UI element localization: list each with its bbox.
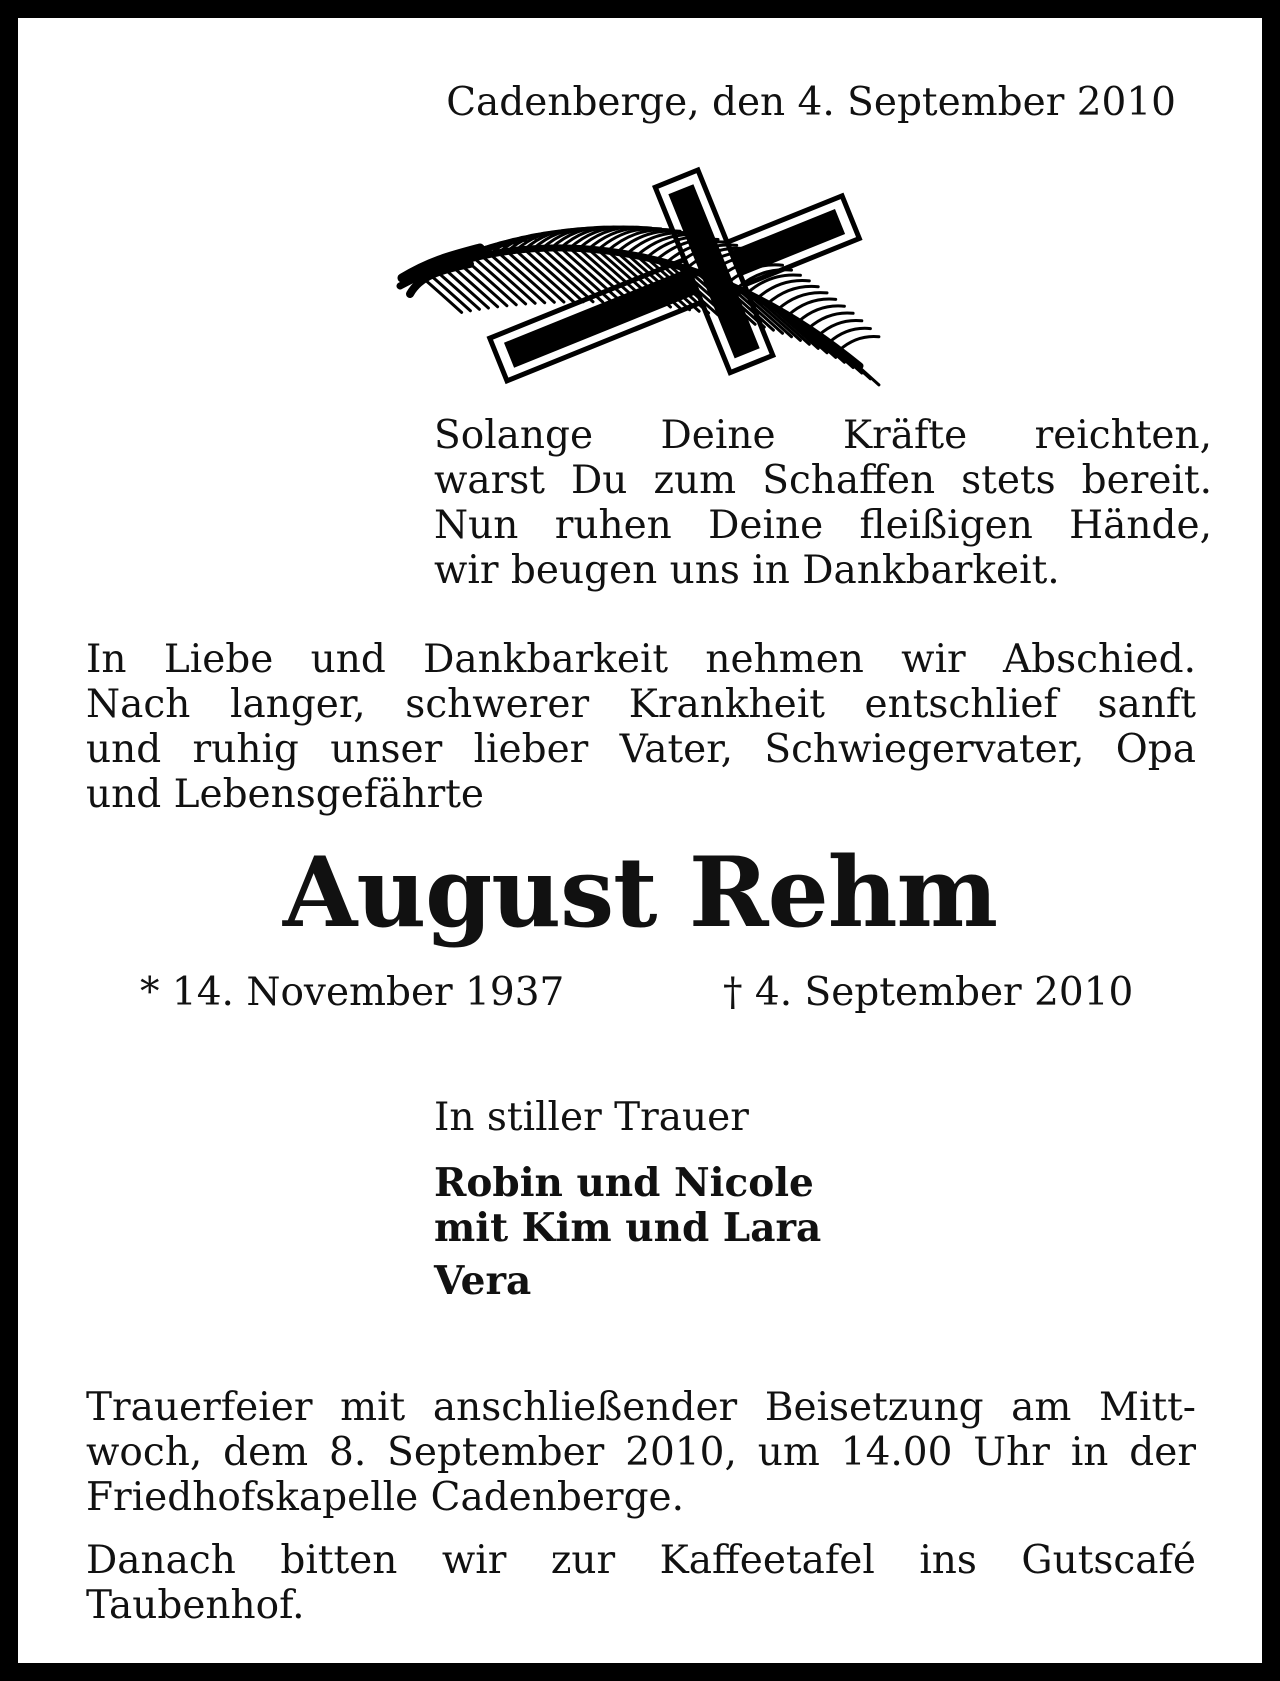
frond-leaflet [840,350,879,385]
frond-leaflet [474,258,526,304]
poem-line: Nun ruhen Deine fleißigen Hände, [434,503,1212,548]
frond-leaflet [829,328,870,342]
poem-line: warst Du zum Schaffen stets bereit. [434,458,1212,503]
birth-date: * 14. November 1937 [140,970,565,1015]
poem-line: Solange Deine Kräfte reichten, [434,413,1212,458]
intro-paragraph [86,637,1196,817]
mourner-name: Robin und Nicole [434,1160,814,1206]
funeral-line: Friedhofskapelle Cadenberge. [86,1475,685,1520]
mourning-heading: In stiller Trauer [434,1095,749,1140]
coffee-line: Danach bitten wir zur Kaffeetafel ins Gutscafé [86,1538,1196,1583]
cross-with-palm-frond-icon [390,166,910,396]
funeral-paragraph [86,1385,1196,1520]
intro-line: und Lebensgefährte [86,772,484,817]
frond-leaflet [840,336,879,349]
deceased-name: August Rehm [282,836,998,949]
frond-leaflet [421,276,462,313]
coffee-paragraph [86,1538,1196,1628]
intro-line: Nach langer, schwerer Krankheit entschlief sanft [86,682,1196,727]
frond-leaflet [466,260,517,305]
mourners-list [434,1161,821,1304]
place-date: Cadenberge, den 4. September 2010 [446,80,1176,125]
death-date: † 4. September 2010 [723,970,1134,1015]
mourner-name: mit Kim und Lara [434,1205,822,1251]
mourner-name: Vera [434,1258,532,1304]
poem-line: wir beugen uns in Dankbarkeit. [434,548,1060,593]
coffee-line: Taubenhof. [86,1583,305,1628]
frond-leaflet [458,262,507,306]
intro-line: In Liebe und Dankbarkeit nehmen wir Abschied. [86,637,1196,682]
intro-line: und ruhig unser lieber Vater, Schwiegervater, Opa [86,727,1196,772]
funeral-line: woch, dem 8. September 2010, um 14.00 Uhr in der [86,1430,1196,1475]
funeral-line: Trauerfeier mit anschließender Beisetzung am Mitt- [86,1385,1196,1430]
poem [434,413,1212,593]
